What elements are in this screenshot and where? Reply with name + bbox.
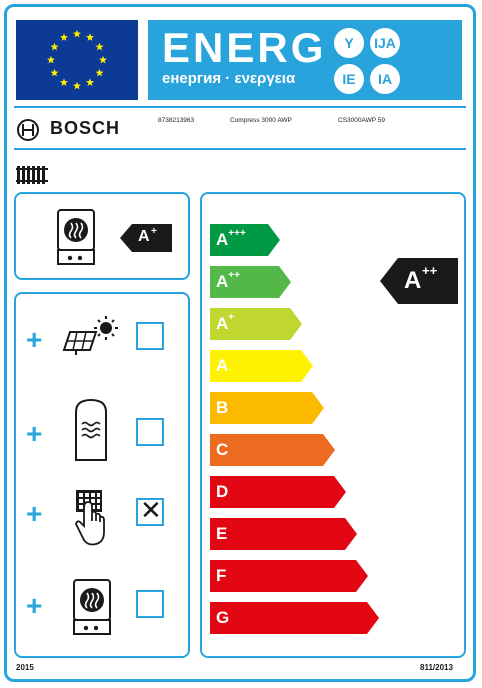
energy-class-label [216, 397, 228, 419]
supplementary-heater-icon [72, 578, 112, 636]
eu-star [60, 78, 68, 86]
heater-class-main: A [138, 228, 150, 245]
heater-class-arrow [120, 224, 172, 252]
eu-star [73, 82, 81, 90]
plus-sign: + [26, 418, 43, 449]
plus-sign: + [26, 498, 43, 529]
energy-class-arrow [210, 476, 346, 508]
energy-class-plus: ++ [228, 270, 240, 281]
energy-class-label [216, 271, 240, 293]
energy-class-letter: G [216, 608, 230, 627]
energy-banner [148, 20, 462, 100]
energy-class-letter: E [216, 524, 228, 543]
energy-class-arrow [210, 224, 280, 256]
hot-water-tank-icon [74, 398, 108, 462]
energy-class-letter: C [216, 440, 229, 459]
energy-class-plus: + [228, 312, 235, 323]
model-name: Compress 3000 AWP [230, 117, 292, 124]
plus-sign: + [26, 590, 43, 621]
energy-class-letter: A [216, 272, 229, 291]
energy-class-label [216, 607, 229, 629]
energy-class-label [216, 439, 228, 461]
energy-class-label [216, 523, 227, 545]
divider [14, 106, 466, 108]
energy-class-letter: F [216, 566, 227, 585]
package-panel [14, 292, 190, 658]
energy-class-plus: +++ [228, 228, 246, 239]
package-class-arrow [380, 258, 458, 304]
energy-class-arrow [210, 392, 324, 424]
energy-word: ENERG [162, 24, 327, 71]
energy-class-label [216, 313, 234, 335]
eu-star [60, 33, 68, 41]
energy-class-arrow [210, 560, 368, 592]
language-circle-ie: IE [334, 64, 364, 94]
energy-class-letter: A [216, 230, 229, 249]
package-class-main: A [404, 267, 422, 294]
eu-star [86, 33, 94, 41]
divider [14, 148, 466, 150]
language-circle-y: Y [334, 28, 364, 58]
energy-class-arrow [210, 308, 302, 340]
energy-class-letter: B [216, 398, 229, 417]
article-number: 8738213963 [158, 117, 195, 124]
checkbox-solar[interactable] [136, 322, 164, 350]
energy-subtitle: енергия · ενεργεια [162, 70, 296, 87]
energy-class-label [216, 565, 226, 587]
energy-class-label [216, 229, 246, 251]
language-circle-ija: IJA [370, 28, 400, 58]
checkbox-heater[interactable] [136, 590, 164, 618]
radiator-icon [16, 164, 48, 186]
energy-class-label [216, 481, 228, 503]
eu-flag-icon [16, 20, 138, 100]
energy-class-arrow [210, 602, 379, 634]
eu-star [50, 69, 58, 77]
eu-star [47, 56, 55, 64]
eu-star [96, 43, 104, 51]
bosch-logo-icon [16, 118, 40, 142]
heater-class-sup: + [151, 226, 157, 237]
temperature-control-icon [70, 488, 110, 548]
energy-class-arrow [210, 434, 335, 466]
energy-class-label [216, 355, 228, 377]
energy-class-arrow [210, 266, 291, 298]
checkbox-tank[interactable] [136, 418, 164, 446]
energy-class-letter: A [216, 356, 229, 375]
footer-year: 2015 [16, 663, 34, 672]
solar-collector-icon [62, 316, 120, 356]
boiler-icon [56, 208, 96, 266]
energy-class-arrow [210, 518, 357, 550]
energy-class-letter: A [216, 314, 229, 333]
checkbox-control[interactable] [136, 498, 164, 526]
energy-class-letter: D [216, 482, 229, 501]
package-class-sup: ++ [422, 263, 438, 278]
plus-sign: + [26, 324, 43, 355]
energy-class-arrow [210, 350, 313, 382]
check-mark: ✕ [140, 496, 162, 526]
scale-panel [200, 192, 466, 658]
eu-star [86, 78, 94, 86]
brand-name: BOSCH [50, 118, 121, 138]
eu-star [50, 43, 58, 51]
footer-regulation: 811/2013 [420, 663, 453, 672]
eu-star [99, 56, 107, 64]
language-circle-ia: IA [370, 64, 400, 94]
eu-star [96, 69, 104, 77]
heater-class-panel [14, 192, 190, 280]
eu-star [73, 30, 81, 38]
model-code: CS3000AWP 59 [338, 117, 385, 124]
